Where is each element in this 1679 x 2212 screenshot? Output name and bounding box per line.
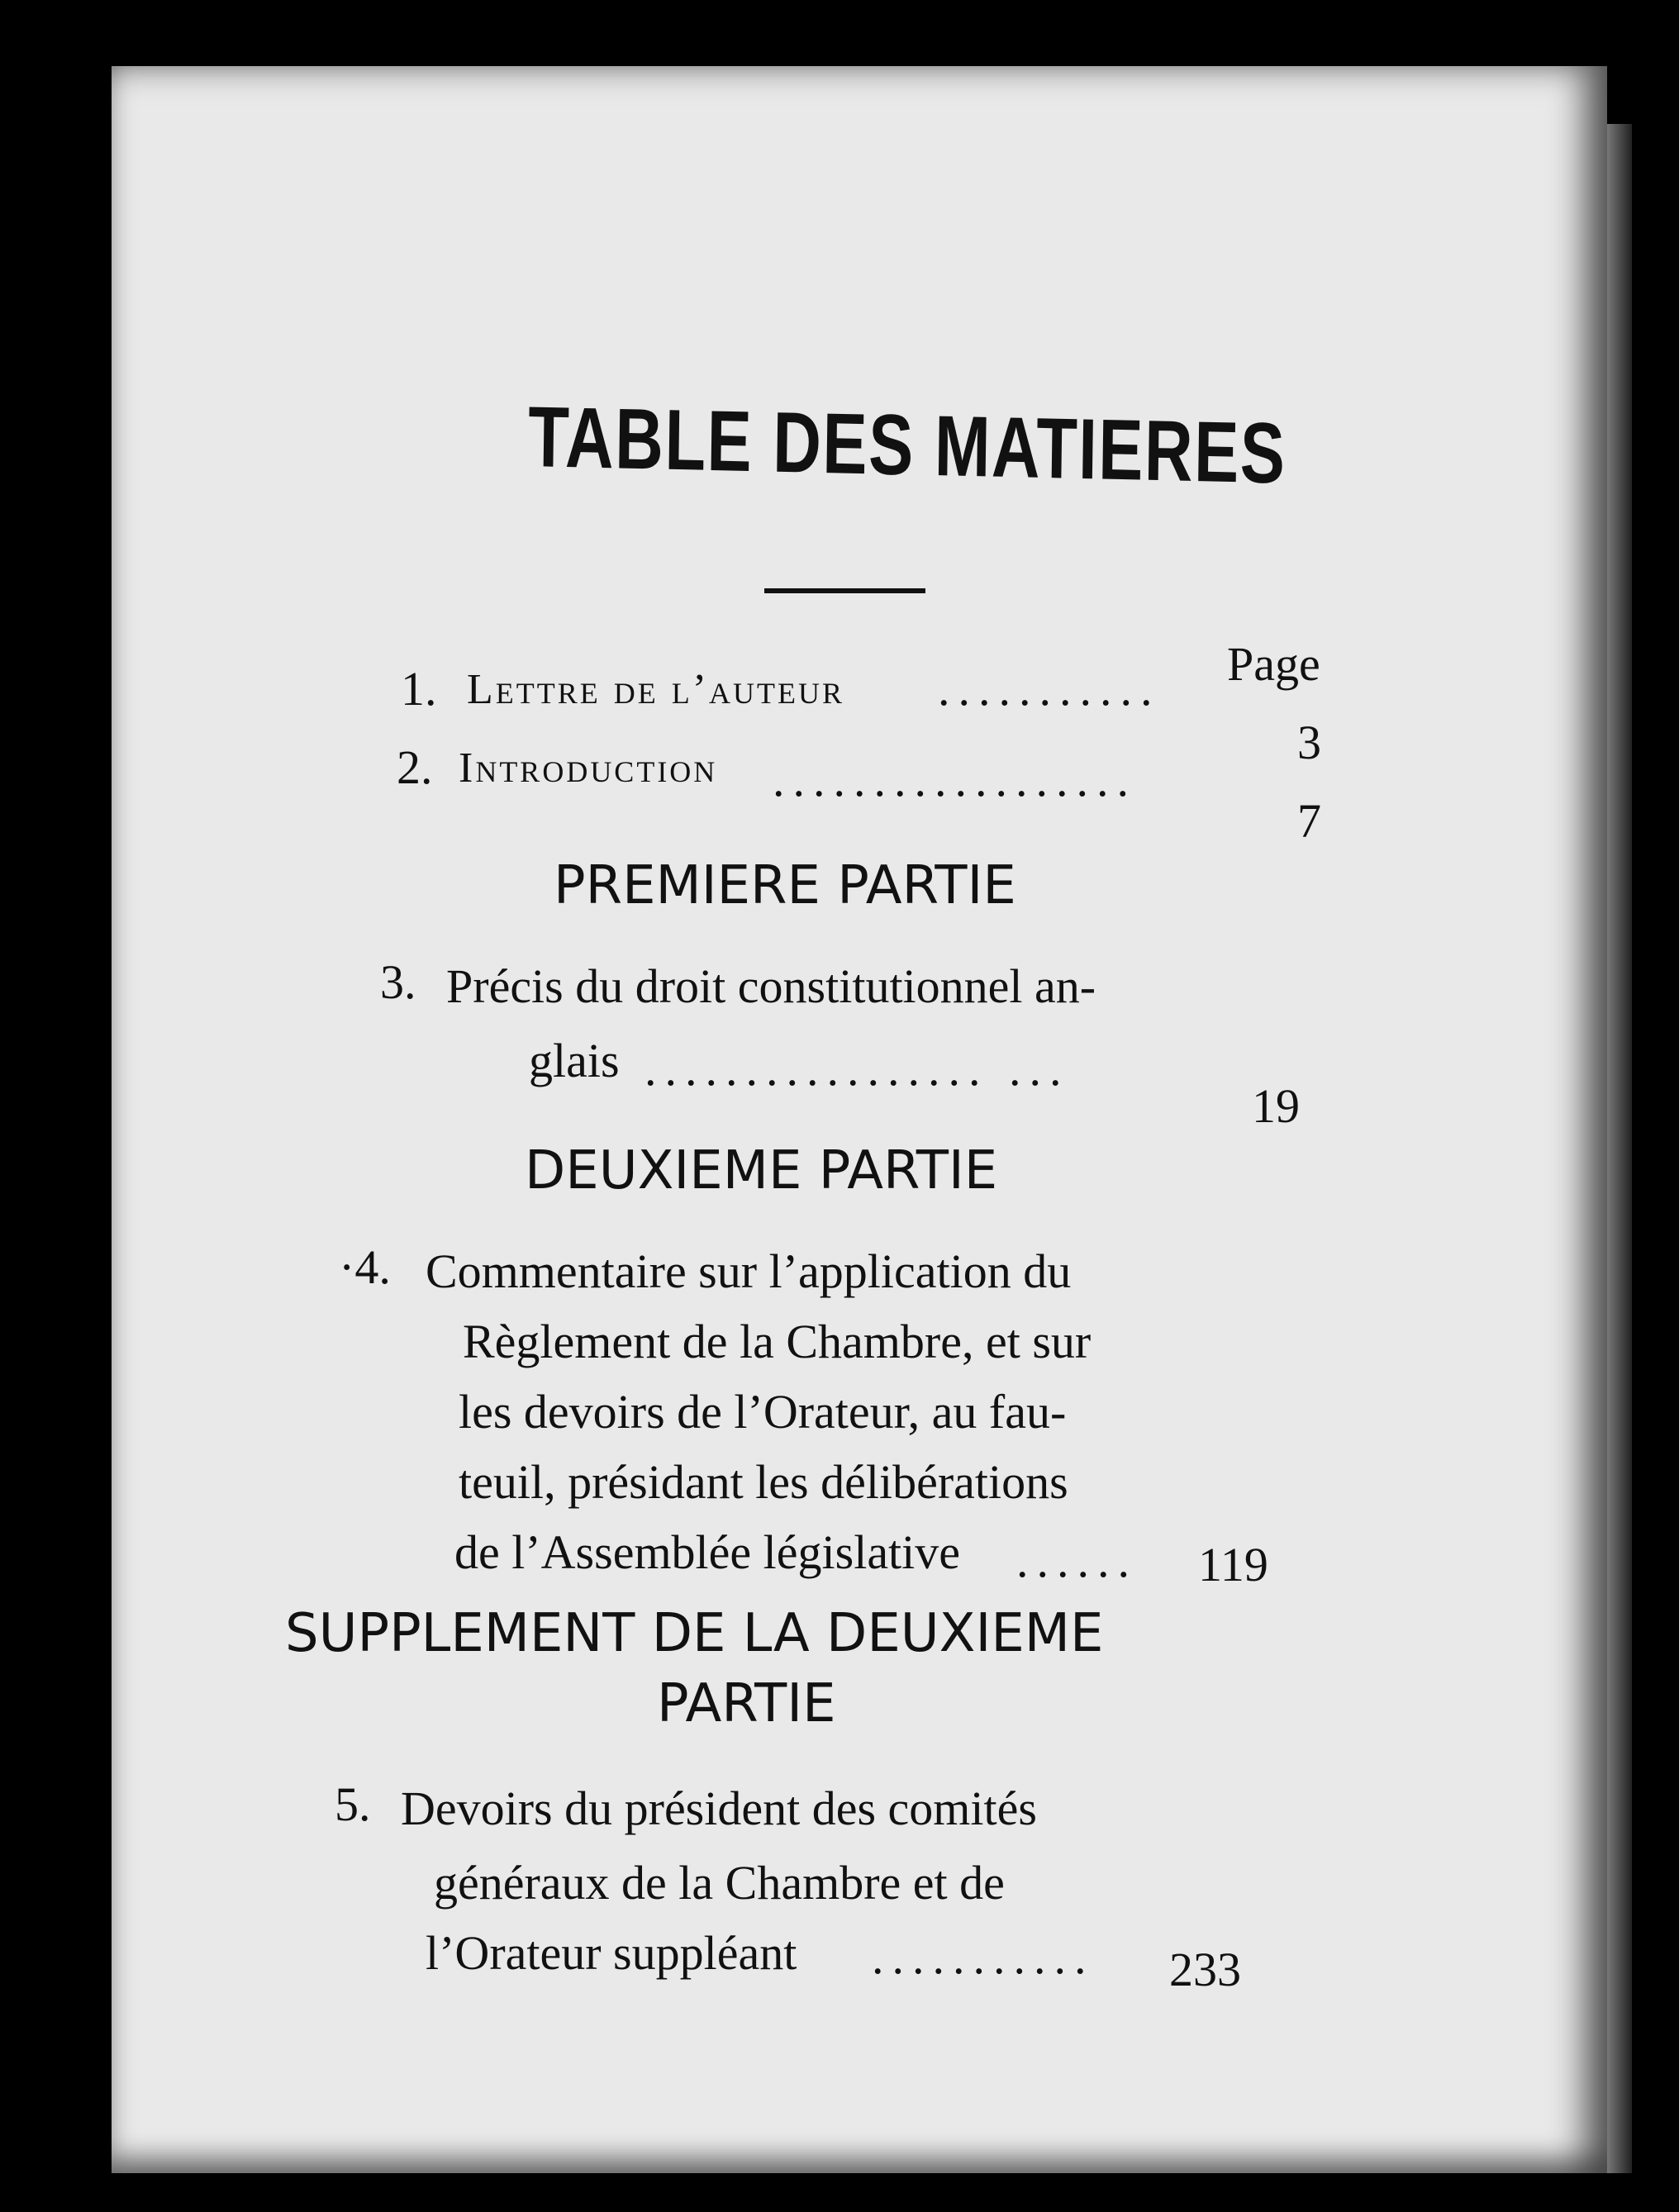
entry-2-number: 2.: [397, 740, 433, 794]
section-heading-deuxieme: DEUXIEME PARTIE: [525, 1140, 998, 1201]
entry-4-line2: Règlement de la Chambre, et sur: [463, 1315, 1092, 1368]
section-heading-supplement-line2: PARTIE: [657, 1673, 836, 1734]
entry-5-leader: ...........: [872, 1930, 1095, 1984]
entry-3-page: 19: [1252, 1079, 1300, 1133]
entry-4-leader: ......: [1016, 1534, 1138, 1587]
entry-4-line1: Commentaire sur l’application du: [426, 1244, 1072, 1298]
entry-3-leader: ................. ...: [644, 1042, 1070, 1096]
page-title: TABLE DES MATIERES: [527, 388, 1287, 502]
entry-3-number: 3.: [380, 955, 416, 1009]
entry-4-page: 119: [1198, 1538, 1268, 1591]
section-heading-premiere: PREMIERE PARTIE: [554, 855, 1016, 916]
entry-5-line3: l’Orateur suppléant: [426, 1926, 797, 1980]
entry-3-line1: Précis du droit constitutionnel an-: [446, 959, 1096, 1013]
entry-1-leader: ...........: [938, 662, 1161, 716]
entry-2-page: 7: [1297, 794, 1321, 848]
section-heading-supplement: SUPPLEMENT DE LA DEUXIEME: [285, 1603, 1104, 1664]
page-edge-shadow: [1607, 124, 1632, 2173]
entry-1-number: 1.: [401, 662, 437, 716]
page-column-header: Page: [1227, 637, 1320, 691]
entry-3-line2: glais: [529, 1034, 620, 1087]
entry-4-line5: de l’Assemblée législative: [454, 1525, 961, 1579]
entry-2-title: Introduction: [459, 744, 718, 792]
entry-4-number: ·4.: [339, 1240, 391, 1294]
entry-5-line2: généraux de la Chambre et de: [434, 1856, 1005, 1910]
entry-5-page: 233: [1169, 1943, 1241, 1996]
entry-1-title: Lettre de l’auteur: [467, 666, 845, 713]
entry-4-line4: teuil, présidant les délibérations: [459, 1455, 1068, 1509]
entry-1-page: 3: [1297, 716, 1321, 769]
entry-5-number: 5.: [335, 1777, 371, 1831]
entry-5-line1: Devoirs du président des comités: [401, 1781, 1037, 1835]
entry-2-leader: ..................: [773, 753, 1137, 806]
entry-4-line3: les devoirs de l’Orateur, au fau-: [459, 1385, 1067, 1439]
title-divider: [764, 588, 925, 593]
